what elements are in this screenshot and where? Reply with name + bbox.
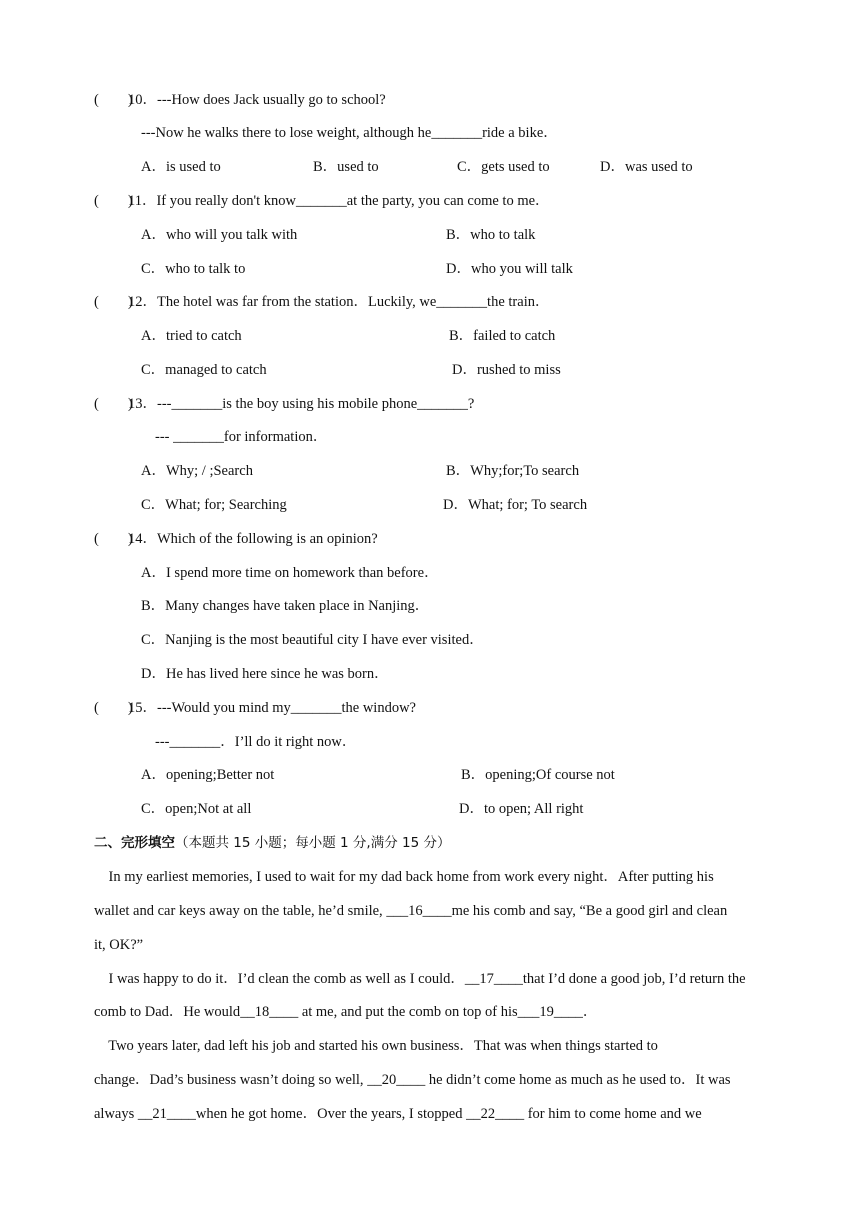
question-15-dialog: ---_______．I’ll do it right now．	[155, 734, 357, 750]
question-12: 12．The hotel was far from the station．Luckily, we_______the train．	[128, 294, 550, 310]
option-15-d: D．to open; All right	[459, 801, 584, 817]
passage-line	[94, 1104, 766, 1124]
passage-text: always	[94, 1106, 138, 1122]
option-12-a: A．tried to catch	[141, 328, 242, 344]
passage-line: Two years later, dad left his job and started his own business．That was when things started to	[94, 1038, 658, 1054]
answer-paren-13: ( )	[94, 396, 133, 412]
question-15: 15．---Would you mind my_______the window?	[128, 700, 416, 716]
answer-paren-15: ( )	[94, 700, 133, 716]
section-heading	[94, 833, 450, 853]
blank-22: __22____	[466, 1106, 525, 1122]
passage-text: that I’d done a good job, I’d return the	[522, 971, 746, 987]
option-14-b: B．Many changes have taken place in Nanjing．	[141, 598, 430, 614]
question-13: 13．---_______is the boy using his mobile phone_______?	[128, 396, 475, 412]
option-14-c: C．Nanjing is the most beautiful city I have ever visited．	[141, 632, 484, 648]
blank-18: __18____	[240, 1004, 299, 1020]
option-15-c: C．open;Not at all	[141, 801, 252, 817]
option-13-b: B．Why;for;To search	[446, 463, 580, 479]
option-11-c: C．who to talk to	[141, 261, 246, 277]
option-11-d: D．who you will talk	[446, 261, 573, 277]
section-instructions: （本题共 15 小题；每小题 1 分,满分 15 分）	[175, 835, 451, 851]
question-10-dialog: ---Now he walks there to lose weight, although he_______ride a bike．	[141, 125, 558, 141]
answer-paren-12: ( )	[94, 294, 133, 310]
section-title: 二、完形填空	[94, 835, 175, 851]
passage-text: me his comb and say, “Be a good girl and clean	[451, 903, 728, 919]
answer-paren-11: ( )	[94, 193, 133, 209]
option-14-a: A．I spend more time on homework than before．	[141, 565, 439, 581]
blank-20: __20____	[367, 1072, 426, 1088]
passage-line	[94, 1002, 766, 1022]
option-13-a: A．Why; / ;Search	[141, 463, 253, 479]
question-13-dialog: --- _______for information．	[155, 429, 328, 445]
passage-text: I was happy to do it．I’d clean the comb as well as I could．	[94, 971, 465, 987]
answer-paren-10: ( )	[94, 92, 133, 108]
option-12-b: B．failed to catch	[449, 328, 556, 344]
question-11: 11．If you really don't know_______at the party, you can come to me．	[128, 193, 550, 209]
passage-line	[94, 969, 766, 989]
passage-text: for him to come home and we	[524, 1106, 702, 1122]
option-15-b: B．opening;Of course not	[461, 767, 615, 783]
passage-text: ．	[582, 1004, 598, 1020]
passage-text: change．Dad’s business wasn’t doing so well,	[94, 1072, 368, 1088]
passage-text: when he got home．Over the years, I stopped	[195, 1106, 467, 1122]
option-14-d: D．He has lived here since he was born．	[141, 666, 389, 682]
passage-text: wallet and car keys away on the table, he’d smile,	[94, 903, 387, 919]
option-13-d: D．What; for; To search	[443, 497, 588, 513]
option-15-a: A．opening;Better not	[141, 767, 275, 783]
option-10-d: D．was used to	[600, 159, 693, 175]
option-10-b: B．used to	[313, 159, 379, 175]
passage-text: at me, and put the comb on top of his	[298, 1004, 518, 1020]
option-12-c: C．managed to catch	[141, 362, 267, 378]
passage-text: comb to Dad．He would	[94, 1004, 241, 1020]
answer-paren-14: ( )	[94, 531, 133, 547]
option-12-d: D．rushed to miss	[452, 362, 561, 378]
option-10-c: C．gets used to	[457, 159, 550, 175]
blank-21: __21____	[137, 1106, 196, 1122]
question-14: 14．Which of the following is an opinion?	[128, 531, 378, 547]
option-11-a: A．who will you talk with	[141, 227, 298, 243]
passage-line: In my earliest memories, I used to wait for my dad back home from work every night．After putting his	[94, 869, 714, 885]
passage-line: it, OK?”	[94, 937, 144, 953]
question-10: 10．---How does Jack usually go to school?	[128, 92, 386, 108]
blank-16: ___16____	[386, 903, 452, 919]
option-10-a: A．is used to	[141, 159, 221, 175]
option-13-c: C．What; for; Searching	[141, 497, 287, 513]
blank-19: ___19____	[517, 1004, 583, 1020]
passage-text: he didn’t come home as much as he used to．It was	[425, 1072, 731, 1088]
passage-line	[94, 1070, 766, 1090]
option-11-b: B．who to talk	[446, 227, 536, 243]
blank-17: __17____	[464, 971, 523, 987]
passage-line	[94, 901, 766, 921]
